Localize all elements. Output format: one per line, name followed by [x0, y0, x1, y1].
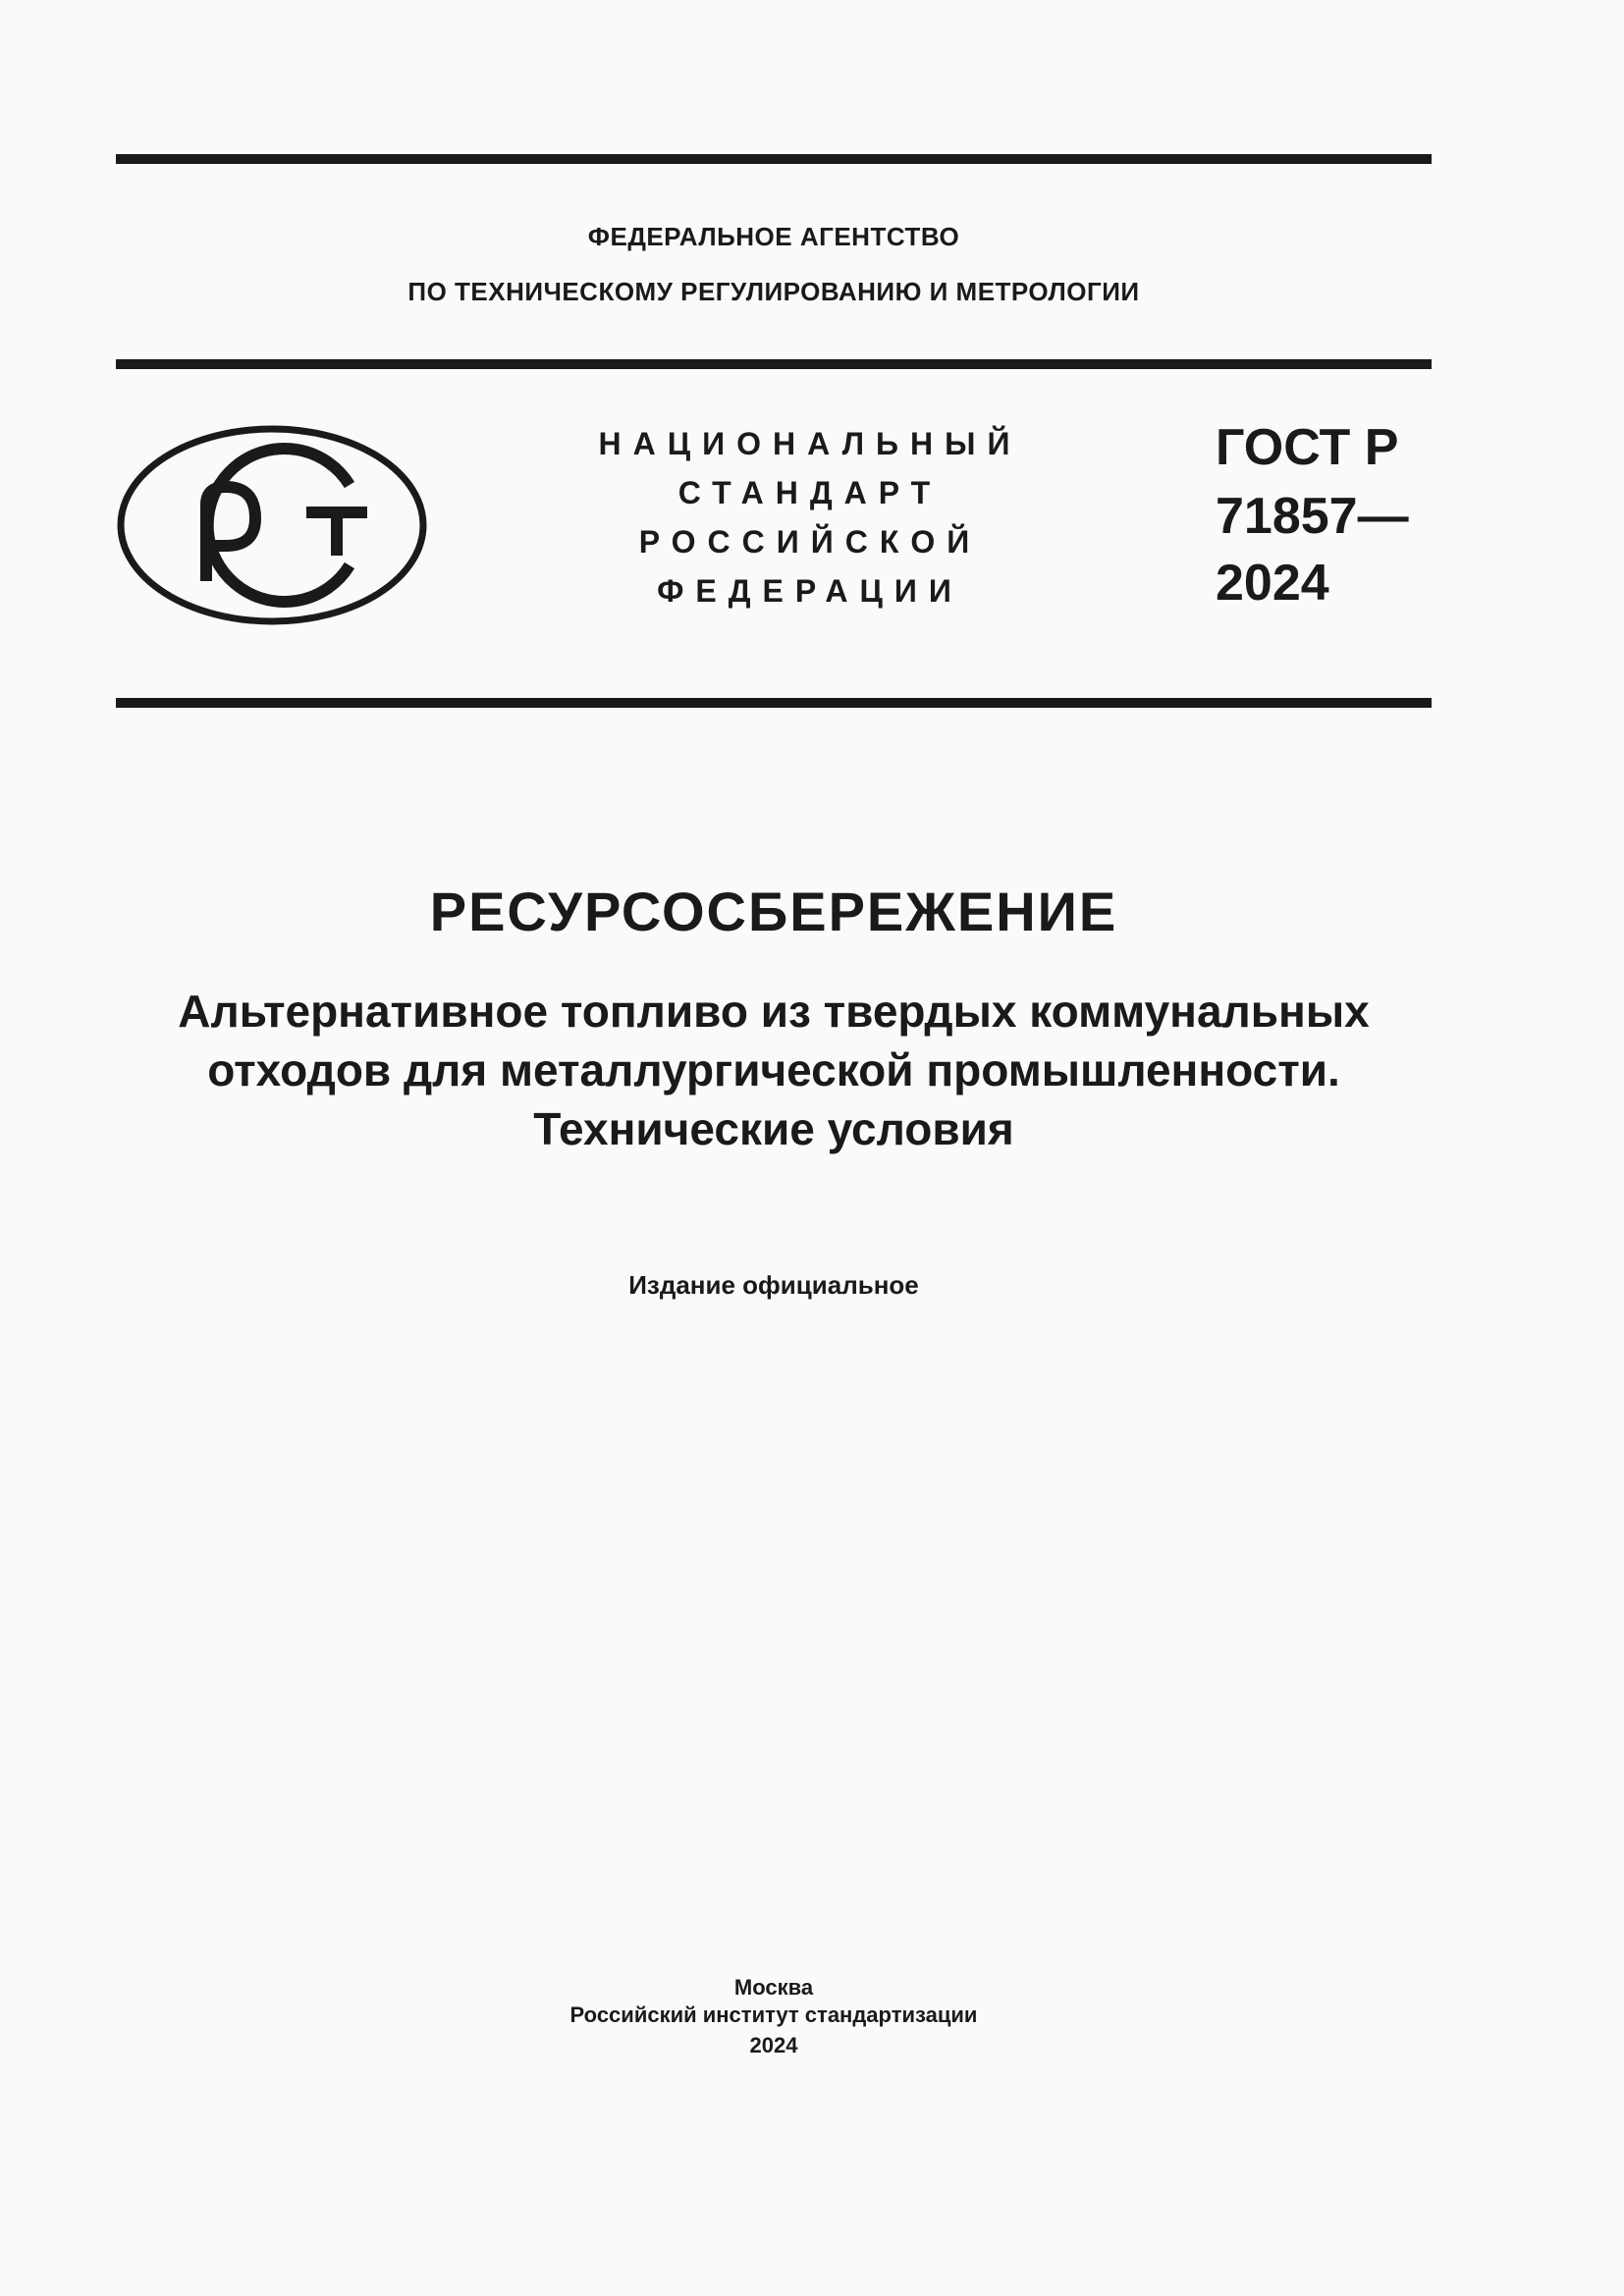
- national-standard-line-1: НАЦИОНАЛЬНЫЙ: [598, 426, 1022, 461]
- gost-designation-line-1: ГОСТ Р: [1216, 419, 1399, 476]
- gost-designation-line-2: 71857—: [1216, 488, 1409, 545]
- rst-logo-icon: [116, 424, 428, 626]
- imprint-publisher: Российский институт стандартизации: [569, 2002, 978, 2027]
- document-subtitle-line-1: Альтернативное топливо из твердых коммунальных: [178, 986, 1370, 1037]
- national-standard-line-2: СТАНДАРТ: [677, 475, 943, 510]
- header-rule: [116, 359, 1432, 369]
- imprint-year: 2024: [749, 2033, 798, 2057]
- gost-designation-line-3: 2024: [1216, 555, 1329, 612]
- document-title: РЕСУРСОСБЕРЕЖЕНИЕ: [429, 881, 1118, 942]
- imprint-city: Москва: [733, 1975, 814, 2000]
- agency-line-2: ПО ТЕХНИЧЕСКОМУ РЕГУЛИРОВАНИЮ И МЕТРОЛОГИИ: [407, 277, 1140, 306]
- edition-label: Издание официальное: [628, 1270, 919, 1300]
- national-standard-line-3: РОССИЙСКОЙ: [638, 524, 982, 560]
- document-subtitle-line-2: отходов для металлургической промышленности.: [207, 1044, 1340, 1095]
- agency-line-1: ФЕДЕРАЛЬНОЕ АГЕНТСТВО: [587, 222, 960, 251]
- standard-rule: [116, 698, 1432, 708]
- top-rule: [116, 154, 1432, 164]
- national-standard-line-4: ФЕДЕРАЦИИ: [657, 573, 963, 609]
- document-subtitle-line-3: Технические условия: [533, 1103, 1014, 1154]
